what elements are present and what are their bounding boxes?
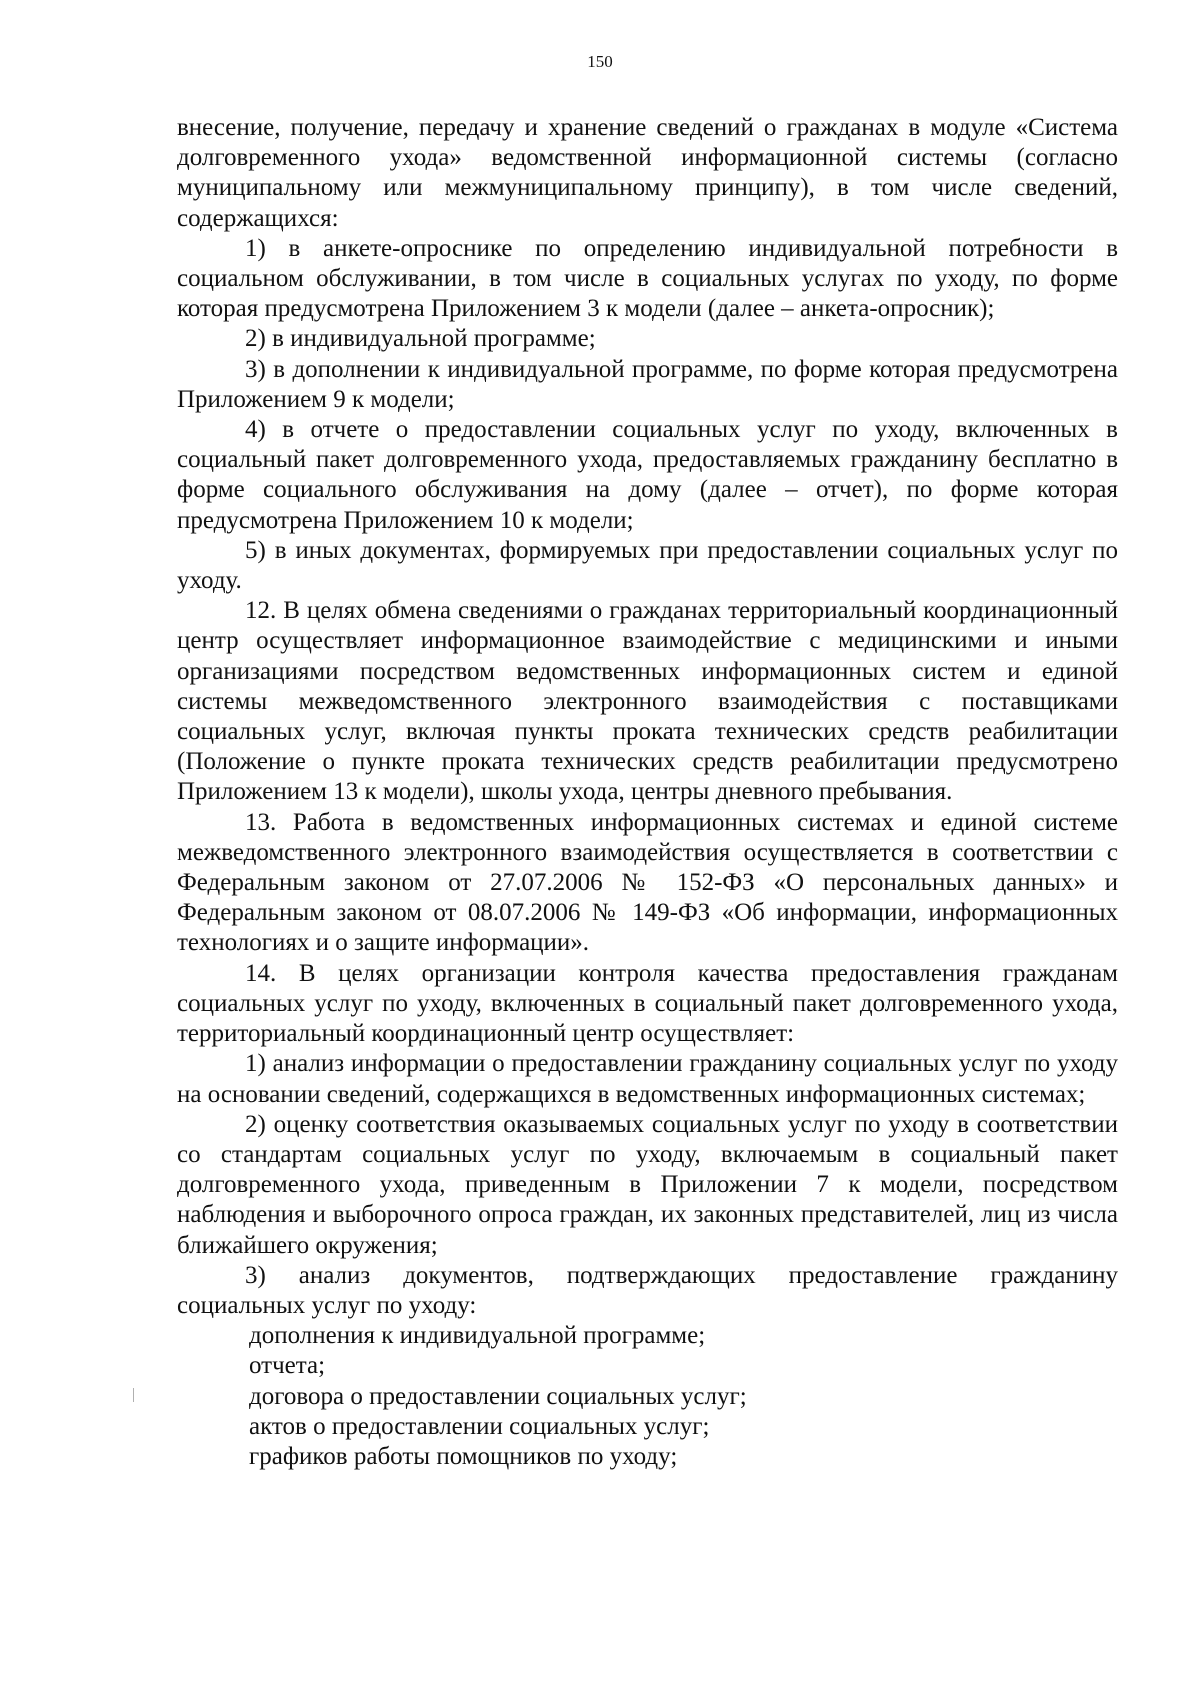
scan-margin-mark xyxy=(133,1388,134,1402)
paragraph-section-14: 14. В целях организации контроля качества предоставления гражданам социальных услуг по уходу, включенных в социальный пакет долговременного ухода, территориальный координационный центр осуществляет: xyxy=(177,959,1118,1048)
paragraph-item-4: 4) в отчете о предоставлении социальных услуг по уходу, включенных в социальный пакет долговременного ухода, предоставляемых гражданину бесплатно в форме социального обслуживания на дому (далее – отчет), по форме которая предусмотрена Приложением 10 к модели; xyxy=(177,416,1118,534)
list-item: договора о предоставлении социальных услуг; xyxy=(249,1382,747,1410)
list-item: отчета; xyxy=(249,1352,326,1380)
document-body xyxy=(177,113,1118,1472)
paragraph-item-3: 3) в дополнении к индивидуальной программе, по форме которая предусмотрена Приложением 9 к модели; xyxy=(177,355,1118,413)
paragraph-item-5: 5) в иных документах, формируемых при предоставлении социальных услуг по уходу. xyxy=(177,536,1118,595)
list-item: графиков работы помощников по уходу; xyxy=(249,1442,678,1470)
paragraph-section-13: 13. Работа в ведомственных информационных системах и единой системе межведомственного электронного взаимодействия осуществляется в соответствии с Федеральным законом от 27.07.2006 № 152-ФЗ «О персональных данных» и Федеральным законом от 08.07.2006 № 149-ФЗ «Об информации, информационных технологиях и о защите информации». xyxy=(177,808,1118,957)
list-item: дополнения к индивидуальной программе; xyxy=(249,1322,706,1350)
paragraph-intro: внесение, получение, передачу и хранение сведений о гражданах в модуле «Система долговременного ухода» ведомственной информационной системы (согласно муниципальному или межмуниципальному принципу), в том числе сведений, содержащихся: xyxy=(177,114,1118,232)
paragraph-section-14-item-2: 2) оценку соответствия оказываемых социальных услуг по уходу в соответствии со стандартам социальных услуг по уходу, включаемым в социальный пакет долговременного ухода, приведенным в Приложении 7 к модели, посредством наблюдения и выборочного опроса граждан, их законных представителей, лиц из числа ближайшего окружения; xyxy=(177,1110,1118,1259)
page-number: 150 xyxy=(587,52,613,71)
paragraph-item-2: 2) в индивидуальной программе; xyxy=(245,325,596,353)
paragraph-section-14-item-3: 3) анализ документов, подтверждающих предоставление гражданину социальных услуг по уходу: xyxy=(177,1261,1118,1319)
paragraph-item-1: 1) в анкете-опроснике по определению индивидуальной потребности в социальном обслуживании, в том числе в социальных услугах по уходу, по форме которая предусмотрена Приложением 3 к модели (далее – анкета-опросник); xyxy=(177,234,1118,323)
list-item: актов о предоставлении социальных услуг; xyxy=(249,1412,710,1440)
paragraph-section-12: 12. В целях обмена сведениями о гражданах территориальный координационный центр осуществляет информационное взаимодействие с медицинскими и иными организациями посредством ведомственных информационных систем и единой системы межведомственного электронного взаимодействия с поставщиками социальных услуг, включая пункты проката технических средств реабилитации (Положение о пункте проката технических средств реабилитации предусмотрено Приложением 13 к модели), школы ухода, центры дневного пребывания. xyxy=(177,597,1118,806)
paragraph-section-14-item-1: 1) анализ информации о предоставлении гражданину социальных услуг по уходу на основании сведений, содержащихся в ведомственных информационных системах; xyxy=(177,1050,1118,1108)
